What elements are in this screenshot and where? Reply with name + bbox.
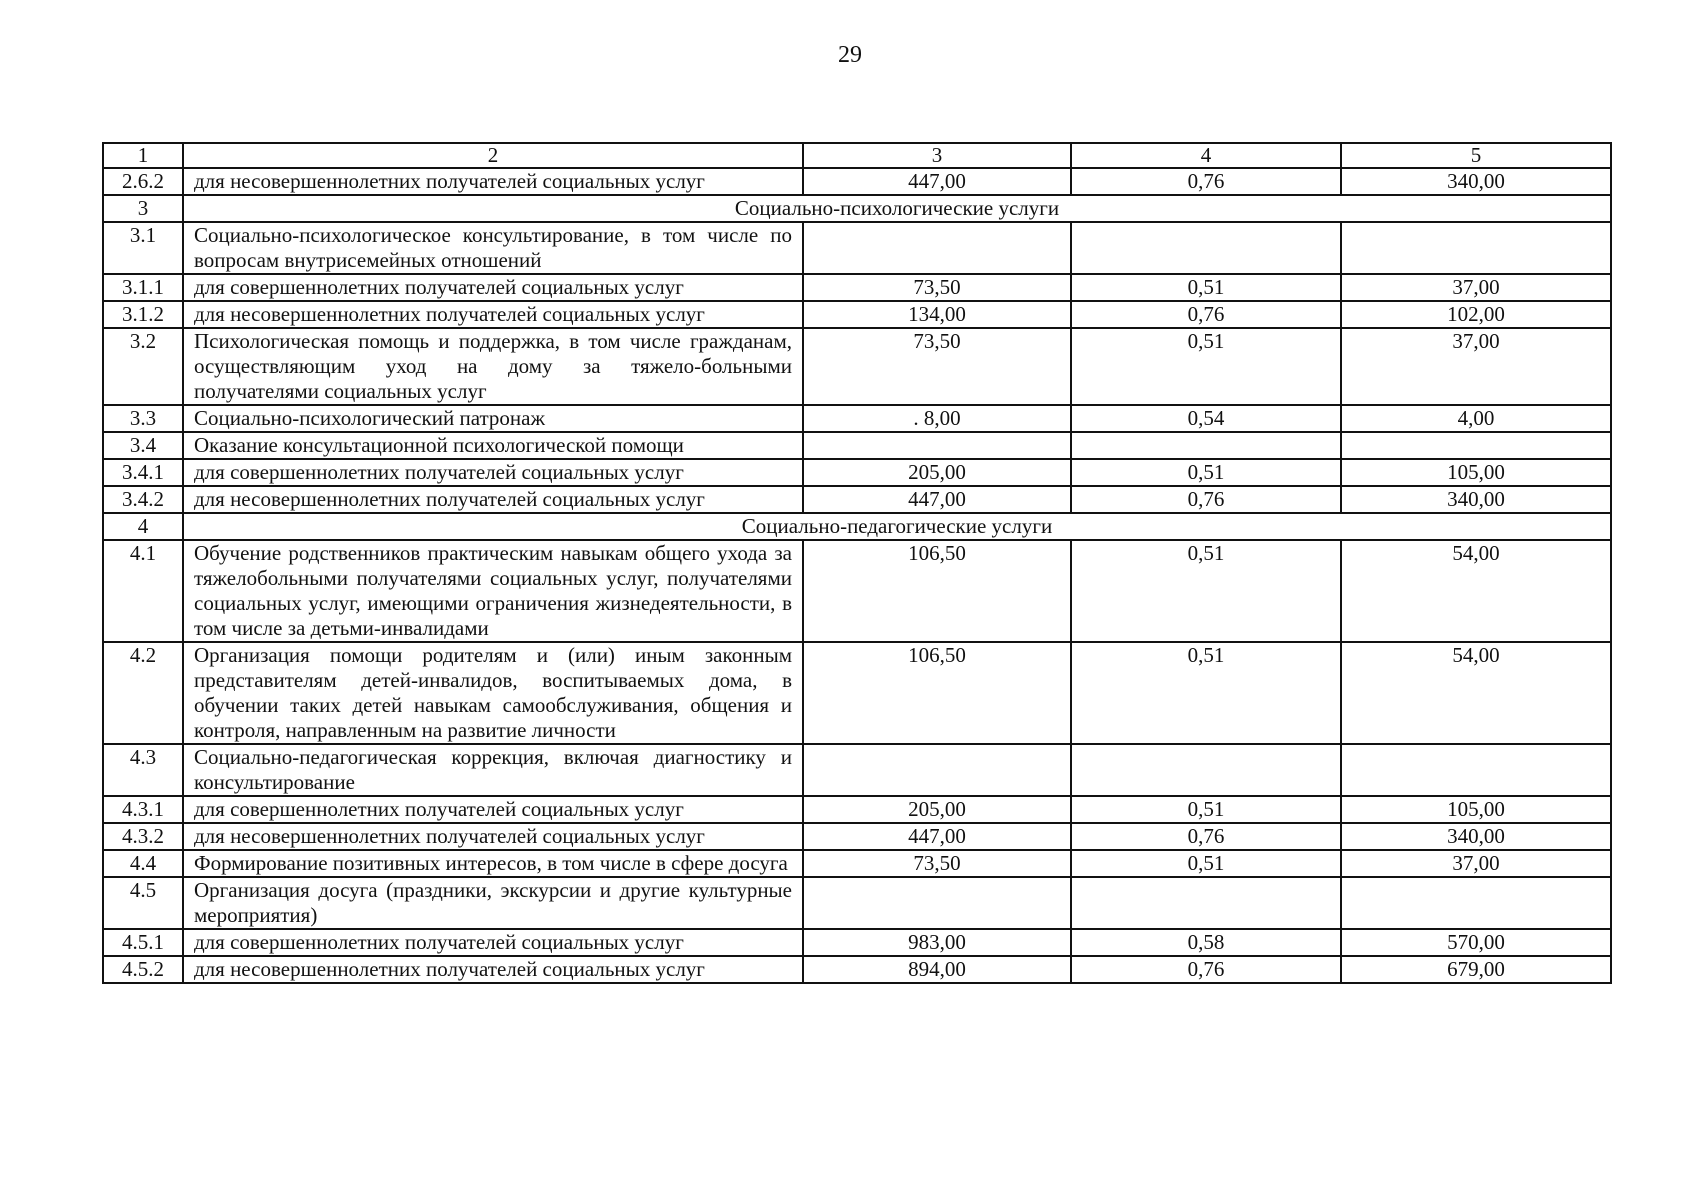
value-col4: 0,51 bbox=[1071, 796, 1341, 823]
row-number: 4.3 bbox=[103, 744, 183, 796]
table-row bbox=[103, 540, 1611, 642]
value-col3: 73,50 bbox=[803, 850, 1071, 877]
row-number: 4.5.2 bbox=[103, 956, 183, 983]
table-row bbox=[103, 956, 1611, 983]
service-name: для совершеннолетних получателей социальных услуг bbox=[183, 796, 803, 823]
value-col4: 0,58 bbox=[1071, 929, 1341, 956]
service-name: Обучение родственников практическим навыкам общего ухода за тяжелобольными получателями социальных услуг, получателями социальных услуг, имеющими ограничения жизнедеятельности, в том числе за детьми-инвалидами bbox=[183, 540, 803, 642]
table-row bbox=[103, 877, 1611, 929]
value-col3: 983,00 bbox=[803, 929, 1071, 956]
value-col4: 0,76 bbox=[1071, 486, 1341, 513]
row-number: 4.1 bbox=[103, 540, 183, 642]
service-name: Организация досуга (праздники, экскурсии и другие культурные мероприятия) bbox=[183, 877, 803, 929]
value-col5: 4,00 bbox=[1341, 405, 1611, 432]
service-name: Формирование позитивных интересов, в том числе в сфере досуга bbox=[183, 850, 803, 877]
table-header-row bbox=[103, 143, 1611, 168]
value-col5: 340,00 bbox=[1341, 168, 1611, 195]
value-col3 bbox=[803, 432, 1071, 459]
value-col5: 105,00 bbox=[1341, 459, 1611, 486]
value-col3: 447,00 bbox=[803, 168, 1071, 195]
value-col4: 0,51 bbox=[1071, 328, 1341, 405]
value-col5: 54,00 bbox=[1341, 642, 1611, 744]
value-col3: 447,00 bbox=[803, 823, 1071, 850]
value-col4: 0,51 bbox=[1071, 642, 1341, 744]
value-col4: 0,51 bbox=[1071, 274, 1341, 301]
value-col5: 37,00 bbox=[1341, 850, 1611, 877]
value-col4 bbox=[1071, 432, 1341, 459]
section-row bbox=[103, 513, 1611, 540]
section-row bbox=[103, 195, 1611, 222]
value-col4 bbox=[1071, 877, 1341, 929]
table-row bbox=[103, 168, 1611, 195]
table-row bbox=[103, 274, 1611, 301]
value-col4: 0,76 bbox=[1071, 301, 1341, 328]
service-name: для несовершеннолетних получателей социальных услуг bbox=[183, 486, 803, 513]
row-number: 4.4 bbox=[103, 850, 183, 877]
value-col4: 0,76 bbox=[1071, 956, 1341, 983]
row-number: 2.6.2 bbox=[103, 168, 183, 195]
value-col4: 0,51 bbox=[1071, 850, 1341, 877]
value-col4: 0,54 bbox=[1071, 405, 1341, 432]
service-name: для несовершеннолетних получателей социальных услуг bbox=[183, 823, 803, 850]
value-col5: 37,00 bbox=[1341, 328, 1611, 405]
value-col5 bbox=[1341, 744, 1611, 796]
row-number: 3.1.1 bbox=[103, 274, 183, 301]
value-col4: 0,76 bbox=[1071, 168, 1341, 195]
value-col4: 0,51 bbox=[1071, 540, 1341, 642]
table-row bbox=[103, 486, 1611, 513]
service-name: Психологическая помощь и поддержка, в том числе гражданам, осуществляющим уход на дому за тяжело-больными получателями социальных услуг bbox=[183, 328, 803, 405]
column-number-3: 3 bbox=[803, 143, 1071, 168]
value-col3: 447,00 bbox=[803, 486, 1071, 513]
value-col3: 73,50 bbox=[803, 274, 1071, 301]
value-col4: 0,76 bbox=[1071, 823, 1341, 850]
value-col3: 205,00 bbox=[803, 796, 1071, 823]
value-col4: 0,51 bbox=[1071, 459, 1341, 486]
row-number: 3.4.2 bbox=[103, 486, 183, 513]
value-col3 bbox=[803, 877, 1071, 929]
column-number-4: 4 bbox=[1071, 143, 1341, 168]
value-col3: 205,00 bbox=[803, 459, 1071, 486]
service-name: для несовершеннолетних получателей социальных услуг bbox=[183, 956, 803, 983]
table-row bbox=[103, 222, 1611, 274]
service-name: для совершеннолетних получателей социальных услуг bbox=[183, 459, 803, 486]
value-col3: 894,00 bbox=[803, 956, 1071, 983]
value-col5: 679,00 bbox=[1341, 956, 1611, 983]
value-col5: 570,00 bbox=[1341, 929, 1611, 956]
row-number: 3.2 bbox=[103, 328, 183, 405]
row-number: 4.5.1 bbox=[103, 929, 183, 956]
table-row bbox=[103, 850, 1611, 877]
value-col5: 340,00 bbox=[1341, 823, 1611, 850]
row-number: 3.3 bbox=[103, 405, 183, 432]
service-name: Социально-педагогическая коррекция, включая диагностику и консультирование bbox=[183, 744, 803, 796]
value-col5: 37,00 bbox=[1341, 274, 1611, 301]
value-col4 bbox=[1071, 744, 1341, 796]
row-number: 3.4.1 bbox=[103, 459, 183, 486]
table-row bbox=[103, 459, 1611, 486]
table-row bbox=[103, 405, 1611, 432]
column-number-1: 1 bbox=[103, 143, 183, 168]
column-number-5: 5 bbox=[1341, 143, 1611, 168]
service-name: для несовершеннолетних получателей социальных услуг bbox=[183, 301, 803, 328]
section-title: Социально-педагогические услуги bbox=[183, 513, 1611, 540]
service-name: Социально-психологическое консультирование, в том числе по вопросам внутрисемейных отношений bbox=[183, 222, 803, 274]
service-name: Оказание консультационной психологической помощи bbox=[183, 432, 803, 459]
service-name: для несовершеннолетних получателей социальных услуг bbox=[183, 168, 803, 195]
value-col5 bbox=[1341, 222, 1611, 274]
services-table bbox=[102, 142, 1612, 984]
table-row bbox=[103, 823, 1611, 850]
value-col3 bbox=[803, 744, 1071, 796]
table-row bbox=[103, 301, 1611, 328]
value-col4 bbox=[1071, 222, 1341, 274]
row-number: 3.1 bbox=[103, 222, 183, 274]
table-row bbox=[103, 744, 1611, 796]
row-number: 3 bbox=[103, 195, 183, 222]
value-col3: . 8,00 bbox=[803, 405, 1071, 432]
value-col3 bbox=[803, 222, 1071, 274]
service-name: для совершеннолетних получателей социальных услуг bbox=[183, 929, 803, 956]
service-name: для совершеннолетних получателей социальных услуг bbox=[183, 274, 803, 301]
value-col5 bbox=[1341, 432, 1611, 459]
row-number: 4 bbox=[103, 513, 183, 540]
value-col5 bbox=[1341, 877, 1611, 929]
value-col5: 54,00 bbox=[1341, 540, 1611, 642]
value-col3: 134,00 bbox=[803, 301, 1071, 328]
table-row bbox=[103, 328, 1611, 405]
row-number: 3.4 bbox=[103, 432, 183, 459]
table-row bbox=[103, 929, 1611, 956]
row-number: 3.1.2 bbox=[103, 301, 183, 328]
row-number: 4.2 bbox=[103, 642, 183, 744]
value-col3: 73,50 bbox=[803, 328, 1071, 405]
value-col3: 106,50 bbox=[803, 540, 1071, 642]
column-number-2: 2 bbox=[183, 143, 803, 168]
table-row bbox=[103, 642, 1611, 744]
row-number: 4.3.1 bbox=[103, 796, 183, 823]
table-row bbox=[103, 432, 1611, 459]
row-number: 4.3.2 bbox=[103, 823, 183, 850]
value-col3: 106,50 bbox=[803, 642, 1071, 744]
value-col5: 105,00 bbox=[1341, 796, 1611, 823]
section-title: Социально-психологические услуги bbox=[183, 195, 1611, 222]
service-name: Социально-психологический патронаж bbox=[183, 405, 803, 432]
page-number: 29 bbox=[838, 42, 862, 68]
value-col5: 340,00 bbox=[1341, 486, 1611, 513]
table-row bbox=[103, 796, 1611, 823]
service-name: Организация помощи родителям и (или) иным законным представителям детей-инвалидов, воспитываемых дома, в обучении таких детей навыкам самообслуживания, общения и контроля, направленным на развитие личности bbox=[183, 642, 803, 744]
value-col5: 102,00 bbox=[1341, 301, 1611, 328]
row-number: 4.5 bbox=[103, 877, 183, 929]
